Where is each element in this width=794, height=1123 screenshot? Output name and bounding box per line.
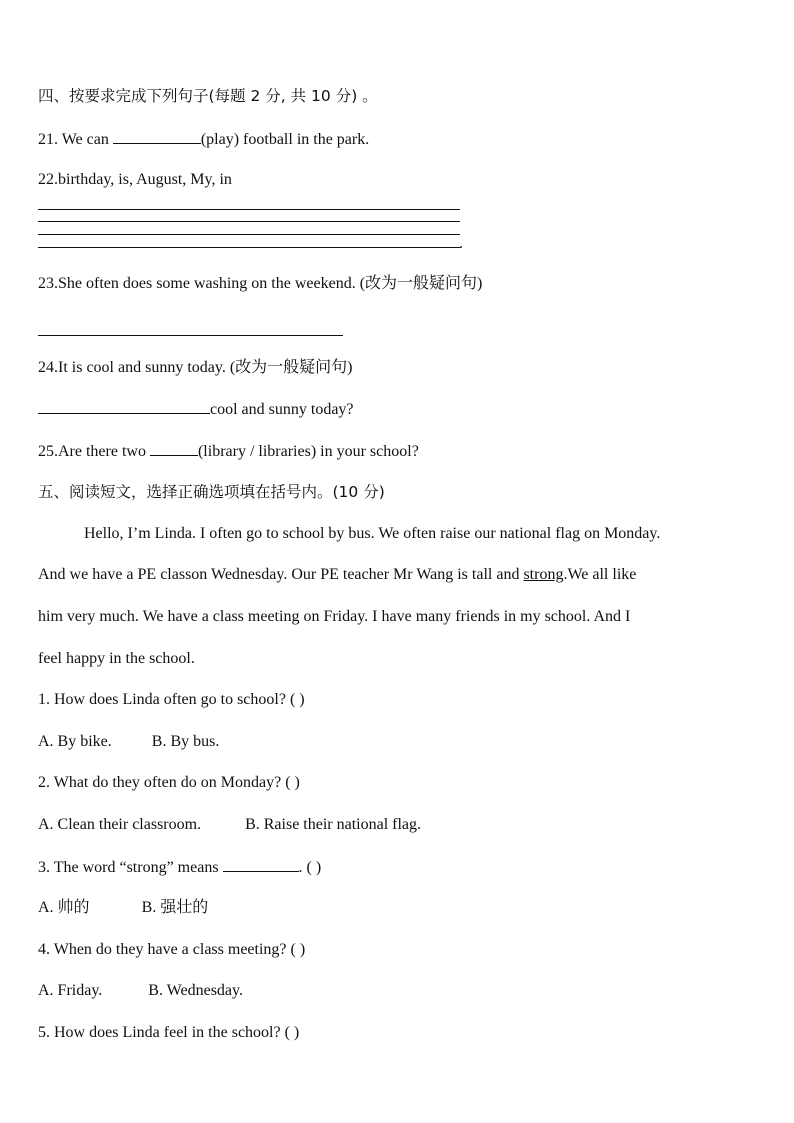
passage-line-2-before: And we have a PE classon Wednesday. Our PE teacher Mr Wang is tall and (38, 566, 524, 583)
question-22: 22.birthday, is, August, My, in (38, 171, 232, 188)
passage-line-2 (38, 565, 636, 585)
passage-line-4: feel happy in the school. (38, 650, 195, 667)
question-25-blank[interactable] (150, 441, 198, 456)
reading-question-1-option-a[interactable]: A. By bike. (38, 733, 112, 750)
question-24-answer (38, 399, 354, 420)
reading-question-5: 5. How does Linda feel in the school? ( ) (38, 1024, 300, 1041)
question-21 (38, 129, 369, 150)
section-4-heading: 四、按要求完成下列句子(每题 2 分, 共 10 分) 。 (38, 87, 378, 105)
passage-line-2-after: .We all like (563, 566, 637, 583)
reading-question-2-option-b[interactable]: B. Raise their national flag. (245, 816, 422, 833)
question-23: 23.She often does some washing on the weekend. (改为一般疑问句) (38, 275, 483, 292)
answer-line-22-1[interactable] (38, 209, 460, 210)
reading-question-2-options (38, 815, 421, 835)
reading-question-3-options (38, 898, 208, 918)
passage-word-strong: strong (523, 566, 564, 583)
reading-question-4-option-b[interactable]: B. Wednesday. (148, 982, 243, 999)
question-24: 24.It is cool and sunny today. (改为一般疑问句) (38, 359, 353, 376)
passage-line-3: him very much. We have a class meeting on Friday. I have many friends in my school. And I (38, 608, 631, 625)
reading-question-4-option-a[interactable]: A. Friday. (38, 982, 103, 999)
question-25-text-before: 25.Are there two (38, 443, 150, 460)
reading-question-3-option-a[interactable]: A. 帅的 (38, 899, 90, 916)
answer-line-23[interactable] (38, 335, 343, 336)
reading-question-3-text-after: . ( ) (298, 859, 322, 876)
reading-question-3 (38, 857, 321, 878)
reading-question-2-option-a[interactable]: A. Clean their classroom. (38, 816, 202, 833)
passage-line-1: Hello, I’m Linda. I often go to school by bus. We often raise our national flag on Monday. (84, 525, 661, 542)
question-22-end-mark: . (459, 235, 463, 252)
question-25-text-after: (library / libraries) in your school? (197, 443, 419, 460)
answer-line-22-4[interactable] (38, 247, 460, 248)
question-21-text-before: 21. We can (38, 131, 113, 148)
question-24-answer-tail: cool and sunny today? (210, 401, 354, 418)
reading-question-3-blank[interactable] (223, 857, 299, 872)
reading-question-3-text-before: 3. The word “strong” means (38, 859, 223, 876)
reading-question-4-options (38, 981, 243, 1001)
reading-question-1-option-b[interactable]: B. By bus. (151, 733, 220, 750)
section-5-heading: 五、阅读短文，选择正确选项填在括号内。(10 分) (38, 483, 385, 501)
reading-question-1-options (38, 732, 219, 752)
reading-question-1: 1. How does Linda often go to school? ( ) (38, 691, 305, 708)
answer-line-22-3[interactable] (38, 234, 460, 235)
question-25 (38, 441, 419, 462)
answer-line-22-2[interactable] (38, 221, 460, 222)
reading-question-2: 2. What do they often do on Monday? ( ) (38, 774, 300, 791)
reading-question-3-option-b[interactable]: B. 强壮的 (141, 899, 209, 916)
reading-question-4: 4. When do they have a class meeting? ( ) (38, 941, 306, 958)
question-21-blank[interactable] (113, 129, 201, 144)
question-24-blank[interactable] (38, 399, 210, 414)
question-21-text-after: (play) football in the park. (200, 131, 370, 148)
